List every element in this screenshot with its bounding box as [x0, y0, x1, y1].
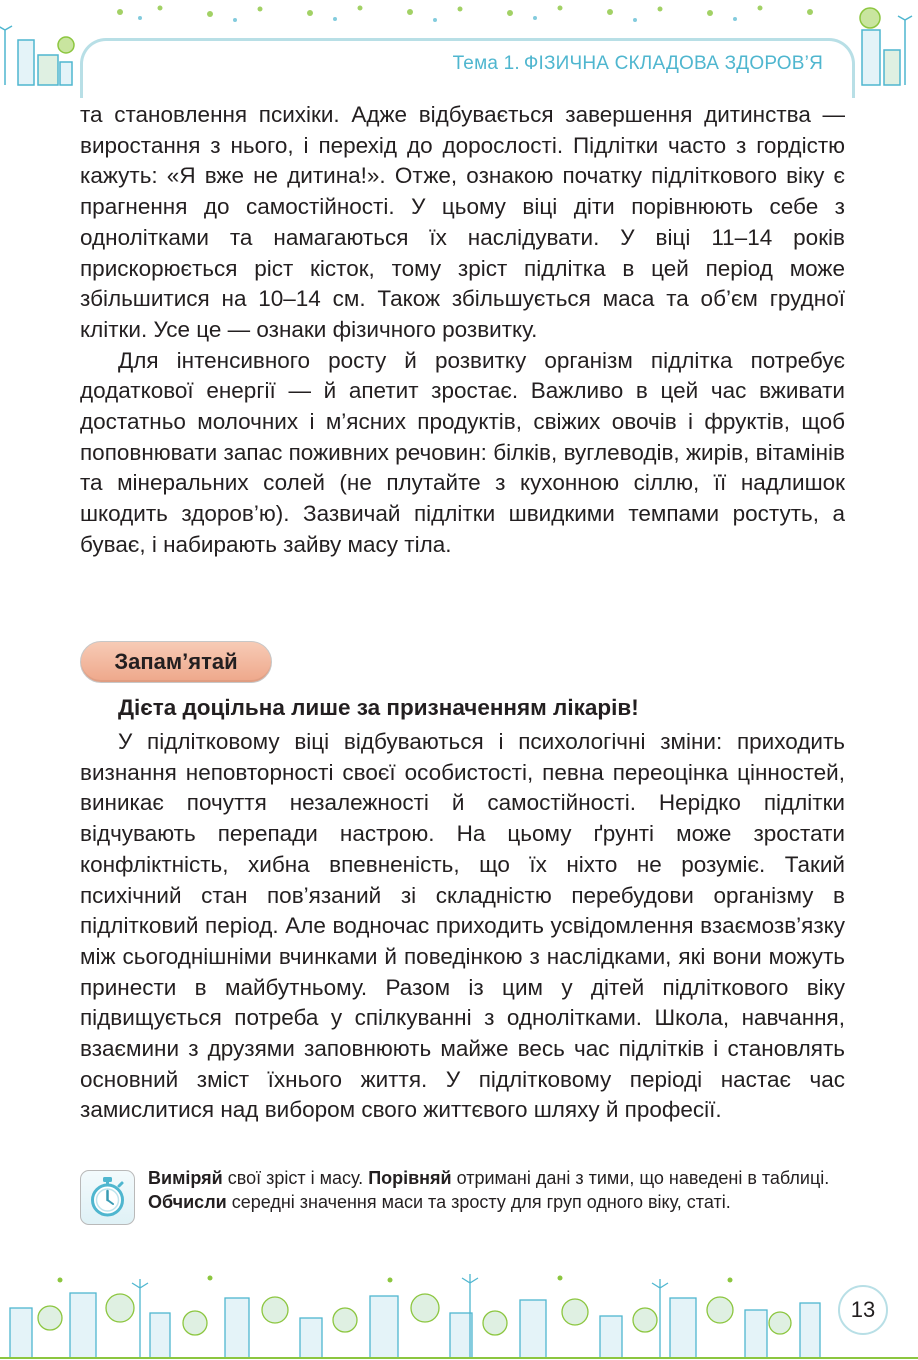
- stopwatch-icon: [80, 1170, 135, 1225]
- task-verb-compare: Порівняй: [368, 1168, 452, 1188]
- task-text-1: свої зріст і масу.: [222, 1168, 369, 1188]
- body-text-bottom: [80, 727, 845, 1126]
- bottom-city-decoration: [0, 1268, 918, 1360]
- topic-label: Тема 1.: [452, 53, 520, 74]
- paragraph-3: У підлітковому віці відбуваються і психологічні зміни: приходить визнання неповторності своєї особистості, певна переоцінка цінностей, виникає почуття незалежності й самостійності. Нерідко підлітки відчувають перепади настрою. На цьому ґрунті може зростати конфліктність, хибна впевненість, що їх ніхто не розуміє. Такий психічний стан пов’язаний зі складністю перебудови організму в підлітковий період. Але водночас приходить усвідомлення взаємозв’язку між сьогоднішніми вчинками й поведінкою з наслідками, які вони можуть принести в майбутньому. Разом із цим у дітей підліткового віку підвищується потреба у спілкуванні з однолітками. Школа, навчання, взаємини з друзями заповнюють майже весь час підлітків і становлять основний зміст їхнього життя. У підлітковому періоді настає час замислитися над вибором свого життєвого шляху й професії.: [80, 729, 845, 1123]
- topic-title: ФІЗИЧНА СКЛАДОВА ЗДОРОВ’Я: [523, 53, 823, 74]
- remember-badge: [80, 641, 272, 683]
- remember-statement: Дієта доцільна лише за призначенням лікарів!: [118, 695, 639, 720]
- task-instructions: [148, 1167, 845, 1214]
- task-text-3: середні значення маси та зросту для груп одного віку, статі.: [226, 1191, 731, 1212]
- remember-label: Запам’ятай: [114, 649, 238, 674]
- paragraph-1: та становлення психіки. Адже відбувається завершення дитинства — виростання з нього, і перехід до дорослості. Підлітки часто з гордістю кажуть: «Я вже не дитина!». Отже, ознакою початку підліткового віку є прагнення до самостійності. У цьому віці діти порівнюють себе з однолітками та намагаються їх наслідувати. У віці 11–14 років прискорюється ріст кісток, тому зріст підлітка в цей період може збільшитися на 10–14 см. Також збільшується маса та об’єм грудної клітки. Усе це — ознаки фізичного розвитку.: [80, 102, 845, 342]
- paragraph-2: Для інтенсивного росту й розвитку організм підлітка потребує додаткової енергії — й апетит зростає. Важливо в цей час вживати достатньо молочних і м’ясних продуктів, свіжих овочів і фруктів, щоб поповнювати запас поживних речовин: білків, вуглеводів, жирів, вітамінів та мінеральних солей (не плутайте з кухонною сіллю, її надлишок шкодить здоров’ю). Зазвичай підлітки швидкими темпами ростуть, а буває, і набирають зайву масу тіла.: [80, 347, 845, 557]
- page-number-text: 13: [850, 1297, 876, 1322]
- page-number: [838, 1285, 888, 1335]
- running-header: [453, 53, 823, 75]
- body-text-top: [80, 100, 845, 561]
- task-verb-measure: Виміряй: [148, 1168, 223, 1188]
- task-text-2: отримані дані з тими, що наведені в таблиці.: [451, 1168, 830, 1188]
- task-verb-calculate: Обчисли: [148, 1191, 227, 1212]
